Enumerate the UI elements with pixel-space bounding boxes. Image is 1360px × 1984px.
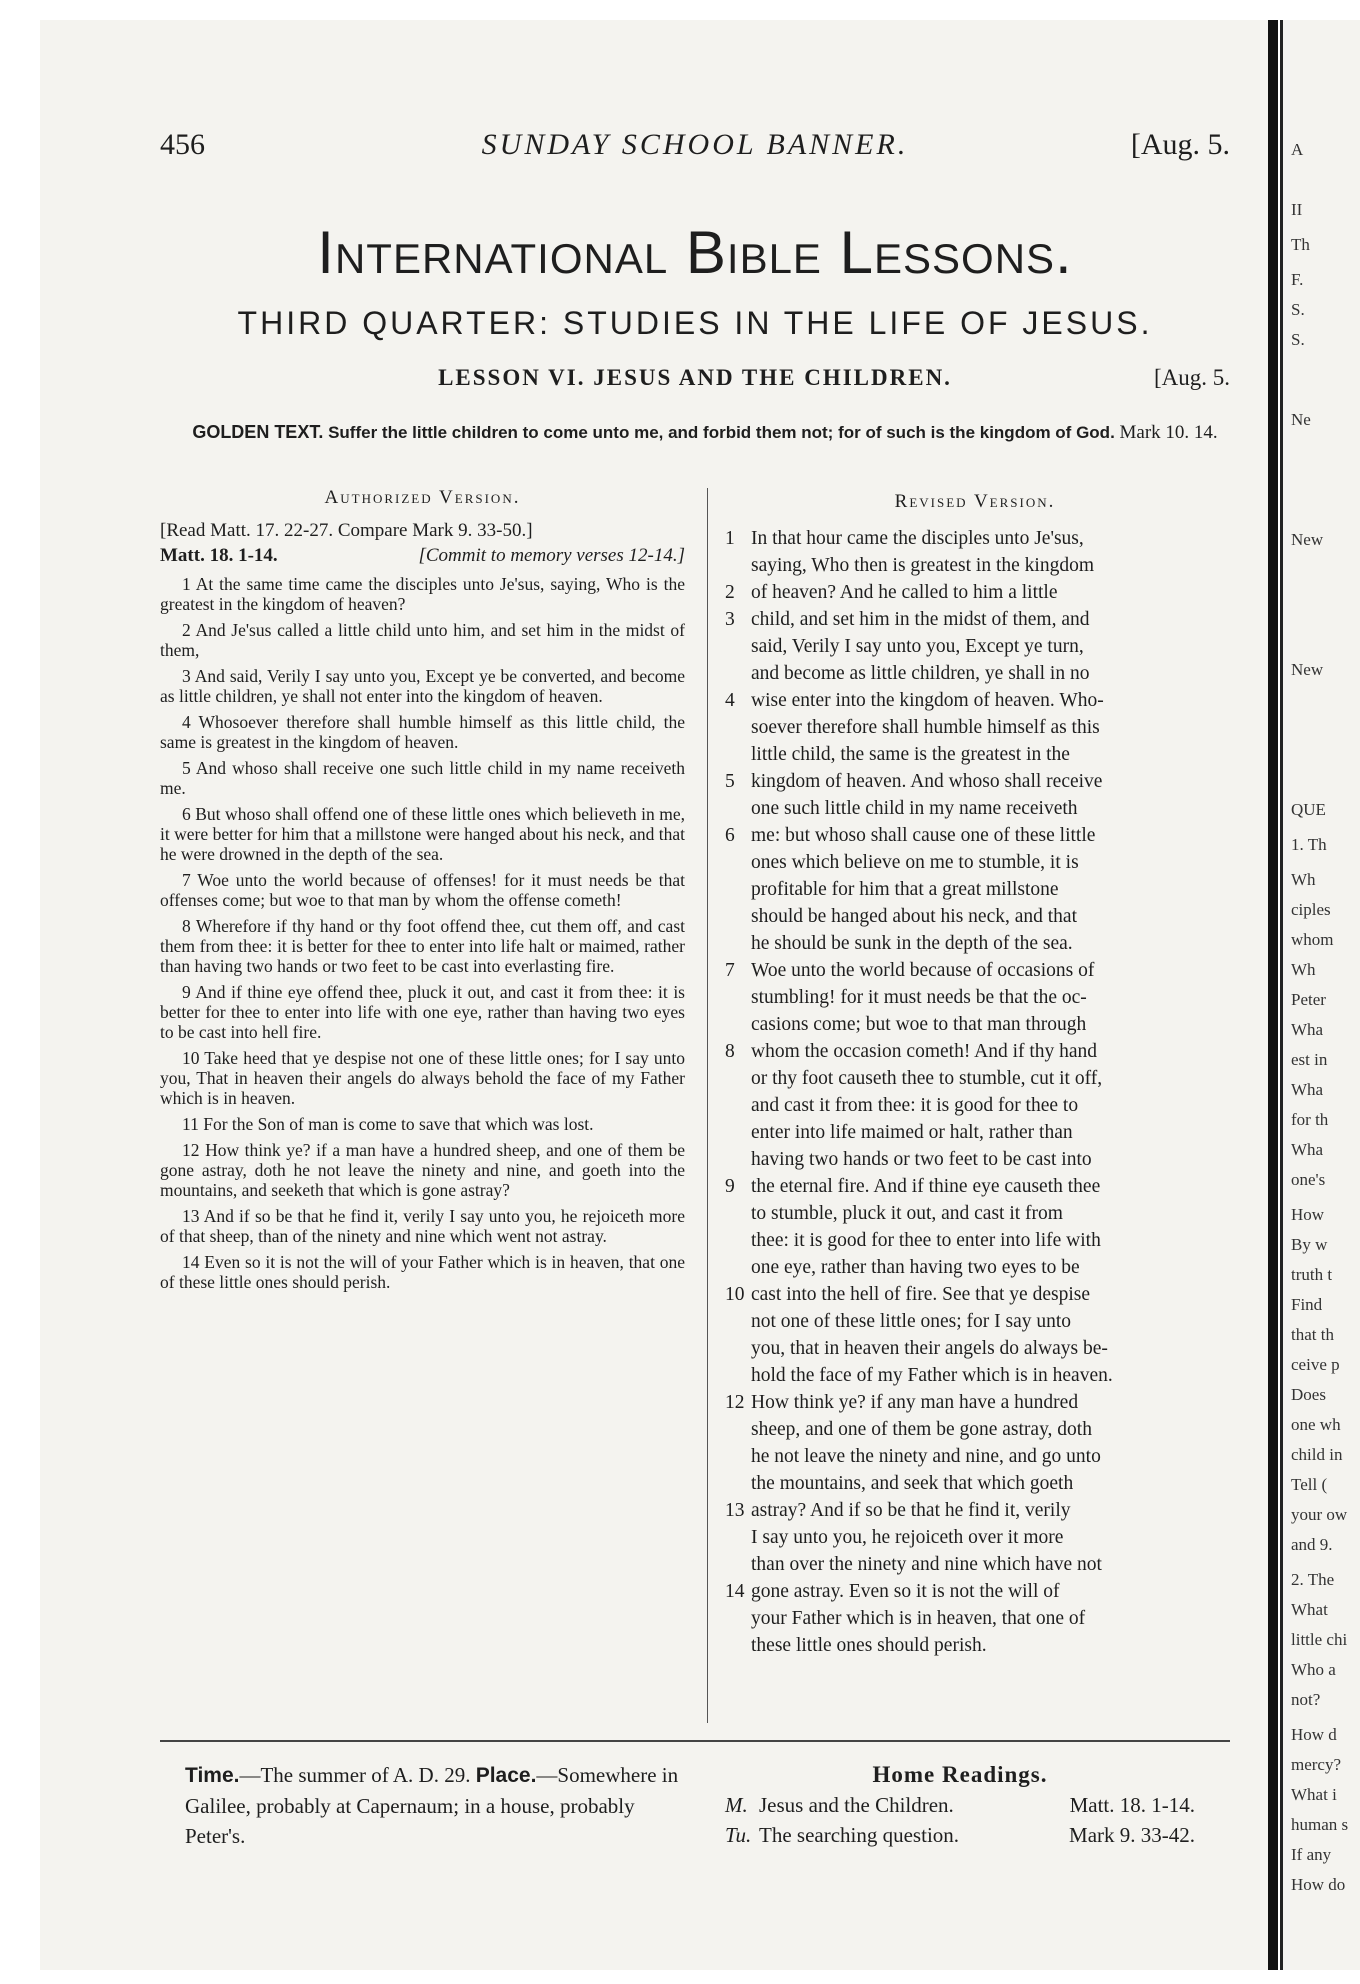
- facing-page-fragment: A: [1291, 140, 1304, 159]
- verse-text: one eye, rather than having two eyes to be: [751, 1257, 1080, 1278]
- passage-ref: Matt. 18. 1-14.: [160, 545, 278, 566]
- home-reading-title-wrap: [725, 1820, 959, 1850]
- verse-number: [725, 1443, 751, 1470]
- verse-line: [725, 849, 1225, 876]
- verse-text: not one of these little ones; for I say unto: [751, 1311, 1072, 1332]
- verse-text: your Father which is in heaven, that one of: [751, 1608, 1086, 1629]
- verse: 7 Woe unto the world because of offenses! for it must needs be that offenses come; but woe to that man by whom the offense cometh!: [160, 870, 685, 910]
- facing-page-fragment: Wha: [1291, 1140, 1324, 1159]
- verse-text: astray? And if so be that he find it, verily: [751, 1500, 1071, 1521]
- reading-ref: Matt. 18. 1-14.: [1069, 1793, 1195, 1817]
- verse: 5 And whoso shall receive one such little child in my name receiveth me.: [160, 758, 685, 798]
- verse-text: casions come; but woe to that man through: [751, 1014, 1087, 1035]
- verse-line: [725, 1227, 1225, 1254]
- verse-text: or thy foot causeth thee to stumble, cut it off,: [751, 1068, 1103, 1089]
- verse-text: cast into the hell of fire. See that ye despise: [751, 1284, 1090, 1305]
- facing-page-fragment: human s: [1291, 1815, 1349, 1834]
- verse-number: [725, 1605, 751, 1632]
- lesson-date: [Aug. 5.: [1153, 365, 1230, 390]
- verse-line: [725, 660, 1225, 687]
- verse-number: 9: [725, 1176, 735, 1197]
- facing-page-fragment: How d: [1291, 1725, 1337, 1744]
- home-reading-title-wrap: [725, 1790, 954, 1820]
- verse-text: of heaven? And he called to him a little: [751, 582, 1058, 603]
- verse-text: In that hour came the disciples unto Je'sus,: [751, 528, 1084, 549]
- running-head: [160, 128, 1230, 168]
- verse: 8 Wherefore if thy hand or thy foot offend thee, cut them off, and cast them from thee: it is better for thee to enter into life halt or maimed, rather than having two hands or two feet to be cast into everlasting fire.: [160, 916, 685, 976]
- verse-line: [725, 1119, 1225, 1146]
- revised-version-column: [725, 488, 1225, 1659]
- reading-day: M.: [725, 1793, 748, 1817]
- revised-lines: [725, 525, 1225, 1659]
- verse-number: [725, 1200, 751, 1227]
- reading-ref: Mark 9. 33-42.: [1069, 1823, 1195, 1847]
- verse-number: [725, 984, 751, 1011]
- footer-rule: [160, 1740, 1230, 1742]
- verse-number: 13: [725, 1500, 745, 1521]
- column-divider: [707, 488, 708, 1723]
- verse-line: [725, 606, 1225, 633]
- verse-number: [725, 1119, 751, 1146]
- verse-number: [725, 660, 751, 687]
- facing-page-fragment: By w: [1291, 1235, 1328, 1254]
- verse-number: 6: [725, 825, 735, 846]
- home-reading-item: [725, 1820, 1195, 1850]
- verse-number: 1: [725, 528, 735, 549]
- facing-page-fragment: that th: [1291, 1325, 1334, 1344]
- verse-line: [725, 1254, 1225, 1281]
- facing-page-fragment: QUE: [1291, 800, 1326, 819]
- verse-number: [725, 1227, 751, 1254]
- golden-text-label: GOLDEN TEXT.: [192, 422, 324, 442]
- facing-page-fragment: ciples: [1291, 900, 1331, 919]
- facing-page-fragment: your ow: [1291, 1505, 1348, 1524]
- verse-text: than over the ninety and nine which have not: [751, 1554, 1102, 1575]
- place-label: Place.: [475, 1764, 537, 1787]
- time-text: —The summer of A. D. 29.: [239, 1763, 471, 1787]
- verse-number: [725, 1092, 751, 1119]
- verse-text: the eternal fire. And if thine eye causeth thee: [751, 1176, 1101, 1197]
- authorized-verses: [160, 574, 685, 1292]
- verse-number: 8: [725, 1041, 735, 1062]
- verse-text: having two hands or two feet to be cast into: [751, 1149, 1092, 1170]
- page-title: International Bible Lessons.: [317, 219, 1073, 286]
- verse-line: [725, 714, 1225, 741]
- verse-line: [725, 1092, 1225, 1119]
- verse-number: 2: [725, 582, 735, 603]
- verse-line: [725, 1173, 1225, 1200]
- verse-number: [725, 1632, 751, 1659]
- verse-line: [725, 1470, 1225, 1497]
- verse: 13 And if so be that he find it, verily I say unto you, he rejoiceth more of that sheep, than of the ninety and nine which went not astray.: [160, 1206, 685, 1246]
- verse-number: 10: [725, 1284, 745, 1305]
- facing-page-fragment: for th: [1291, 1110, 1329, 1129]
- verse-text: said, Verily I say unto you, Except ye turn,: [751, 636, 1084, 657]
- verse-number: [725, 1065, 751, 1092]
- verse-line: [725, 876, 1225, 903]
- reading-title: Jesus and the Children.: [759, 1793, 954, 1817]
- verse: 6 But whoso shall offend one of these little ones which believeth in me, it were better for him that a millstone were hanged about his neck, and that he were drowned in the depth of the sea.: [160, 804, 685, 864]
- verse: 2 And Je'sus called a little child unto him, and set him in the midst of them,: [160, 620, 685, 660]
- verse-line: [725, 1362, 1225, 1389]
- verse-text: wise enter into the kingdom of heaven. Who-: [751, 690, 1104, 711]
- verse-line: [725, 957, 1225, 984]
- verse-text: kingdom of heaven. And whoso shall receive: [751, 771, 1103, 792]
- verse-number: [725, 1146, 751, 1173]
- verse-text: should be hanged about his neck, and that: [751, 906, 1078, 927]
- verse-text: child, and set him in the midst of them, and: [751, 609, 1090, 630]
- home-reading-item: [725, 1790, 1195, 1820]
- verse-number: [725, 1335, 751, 1362]
- verse-line: [725, 1308, 1225, 1335]
- verse: 1 At the same time came the disciples unto Je'sus, saying, Who is the greatest in the kingdom of heaven?: [160, 574, 685, 614]
- verse-number: [725, 1524, 751, 1551]
- verse-text: soever therefore shall humble himself as this: [751, 717, 1100, 738]
- facing-page-fragment: ceive p: [1291, 1355, 1340, 1374]
- verse-text: me: but whoso shall cause one of these little: [751, 825, 1096, 846]
- verse-number: [725, 633, 751, 660]
- verse-text: enter into life maimed or halt, rather than: [751, 1122, 1073, 1143]
- verse-number: [725, 714, 751, 741]
- verse-line: [725, 984, 1225, 1011]
- verse: 3 And said, Verily I say unto you, Except ye be converted, and become as little children, ye shall not enter into the kingdom of heaven.: [160, 666, 685, 706]
- facing-page-fragment: Wh: [1291, 870, 1316, 889]
- verse-number: [725, 1308, 751, 1335]
- facing-page-fragment: not?: [1291, 1690, 1321, 1709]
- journal-name: SUNDAY SCHOOL BANNER.: [481, 128, 909, 161]
- home-readings: [725, 1760, 1195, 1850]
- verse-text: you, that in heaven their angels do always be-: [751, 1338, 1108, 1359]
- facing-page-fragment: Does: [1291, 1385, 1326, 1404]
- verse-number: [725, 1362, 751, 1389]
- verse-line: [725, 1551, 1225, 1578]
- authorized-version-heading: Authorized Version.: [324, 487, 521, 508]
- facing-page-fragment: New: [1291, 530, 1324, 549]
- facing-page-fragment: Wha: [1291, 1080, 1324, 1099]
- facing-page-fragment: S.: [1291, 300, 1305, 319]
- facing-page-fragment: Tell (: [1291, 1475, 1328, 1494]
- verse-number: [725, 795, 751, 822]
- running-head-date: [Aug. 5.: [1130, 128, 1230, 161]
- facing-page-fragment: F.: [1291, 270, 1304, 289]
- verse-line: [725, 552, 1225, 579]
- verse-text: I say unto you, he rejoiceth over it more: [751, 1527, 1064, 1548]
- verse: 12 How think ye? if a man have a hundred sheep, and one of them be gone astray, doth he not leave the ninety and nine, and goeth into the mountains, and seeketh that which is gone astray?: [160, 1140, 685, 1200]
- verse-number: [725, 1254, 751, 1281]
- facing-page-fragment: Peter: [1291, 990, 1326, 1009]
- facing-page-fragment: What i: [1291, 1785, 1337, 1804]
- verse-line: [725, 1605, 1225, 1632]
- verse-line: [725, 1011, 1225, 1038]
- verse-number: 7: [725, 960, 735, 981]
- reading-title: The searching question.: [759, 1823, 960, 1847]
- binding-fold: [1268, 20, 1278, 1970]
- memory-note: [Commit to memory verses 12-14.]: [418, 545, 685, 566]
- golden-text-ref: Mark 10. 14.: [1119, 422, 1218, 443]
- passage-line: [160, 543, 685, 568]
- verse-line: [725, 633, 1225, 660]
- verse-text: he not leave the ninety and nine, and go unto: [751, 1446, 1101, 1467]
- verse-text: and cast it from thee: it is good for thee to: [751, 1095, 1079, 1116]
- place-text: —Somewhere in Galilee, probably at Capernaum; in a house, probably Peter's.: [185, 1763, 679, 1848]
- verse-number: 5: [725, 771, 735, 792]
- verse: 14 Even so it is not the will of your Father which is in heaven, that one of these little ones should perish.: [160, 1252, 685, 1292]
- verse-text: the mountains, and seek that which goeth: [751, 1473, 1074, 1494]
- facing-page-fragment: 1. Th: [1291, 835, 1327, 854]
- verse-line: [725, 1281, 1225, 1308]
- verse-text: stumbling! for it must needs be that the oc-: [751, 987, 1087, 1008]
- lesson-title: LESSON VI. JESUS AND THE CHILDREN.: [438, 365, 952, 390]
- reading-day: Tu.: [725, 1823, 752, 1847]
- verse-line: [725, 1497, 1225, 1524]
- verse-line: [725, 1065, 1225, 1092]
- verse-text: to stumble, pluck it out, and cast it from: [751, 1203, 1063, 1224]
- verse-number: [725, 876, 751, 903]
- verse-number: [725, 1551, 751, 1578]
- verse-line: [725, 525, 1225, 552]
- verse-number: [725, 849, 751, 876]
- facing-page-fragment: How do: [1291, 1875, 1346, 1894]
- verse-number: [725, 903, 751, 930]
- verse-line: [725, 1443, 1225, 1470]
- verse-line: [725, 1416, 1225, 1443]
- verse-text: saying, Who then is greatest in the kingdom: [751, 555, 1095, 576]
- facing-page-fragment: truth t: [1291, 1265, 1333, 1284]
- verse-text: and become as little children, ye shall in no: [751, 663, 1090, 684]
- verse: 9 And if thine eye offend thee, pluck it out, and cast it from thee: it is better for thee to enter into life with one eye, rather than having two eyes to be cast into hell fire.: [160, 982, 685, 1042]
- verse-text: he should be sunk in the depth of the sea.: [751, 933, 1073, 954]
- verse: 10 Take heed that ye despise not one of these little ones; for I say unto you, That in heaven their angels do always behold the face of my Father which is in heaven.: [160, 1048, 685, 1108]
- facing-page-fragment: Wh: [1291, 960, 1316, 979]
- verse-line: [725, 930, 1225, 957]
- facing-page-fragment: little chi: [1291, 1630, 1348, 1649]
- verse-line: [725, 768, 1225, 795]
- verse-line: [725, 1578, 1225, 1605]
- verse-number: 14: [725, 1581, 745, 1602]
- facing-page-fragment: Ne: [1291, 410, 1311, 429]
- facing-page-fragment: one's: [1291, 1170, 1326, 1189]
- facing-page-fragment: one wh: [1291, 1415, 1341, 1434]
- verse-text: these little ones should perish.: [751, 1635, 987, 1656]
- verse-line: [725, 1389, 1225, 1416]
- verse-text: thee: it is good for thee to enter into life with: [751, 1230, 1101, 1251]
- verse-line: [725, 1335, 1225, 1362]
- verse-line: [725, 579, 1225, 606]
- verse-line: [725, 1632, 1225, 1659]
- home-readings-heading: Home Readings.: [872, 1762, 1048, 1787]
- verse-line: [725, 822, 1225, 849]
- verse-number: [725, 930, 751, 957]
- verse-line: [725, 1200, 1225, 1227]
- golden-text: [180, 420, 1230, 445]
- facing-page-fragment: est in: [1291, 1050, 1328, 1069]
- facing-page-fragment: S.: [1291, 330, 1305, 349]
- verse-text: little child, the same is the greatest in the: [751, 744, 1070, 765]
- verse-text: one such little child in my name receiveth: [751, 798, 1078, 819]
- verse-number: [725, 552, 751, 579]
- verse-line: [725, 687, 1225, 714]
- verse-number: [725, 741, 751, 768]
- facing-page-fragment: What: [1291, 1600, 1328, 1619]
- facing-page-fragment: Wha: [1291, 1020, 1324, 1039]
- verse-line: [725, 1038, 1225, 1065]
- facing-page-fragment: II: [1291, 200, 1303, 219]
- verse-number: 4: [725, 690, 735, 711]
- verse-number: 3: [725, 609, 735, 630]
- home-readings-list: [725, 1790, 1195, 1850]
- facing-page: [1280, 20, 1360, 1970]
- facing-page-fragment: Who a: [1291, 1660, 1336, 1679]
- facing-page-fragment: whom: [1291, 930, 1334, 949]
- facing-page-fragment: New: [1291, 660, 1324, 679]
- verse-line: [725, 903, 1225, 930]
- facing-page-fragment: and 9.: [1291, 1535, 1333, 1554]
- verse-number: [725, 1470, 751, 1497]
- verse-number: 12: [725, 1392, 745, 1413]
- facing-page-fragment: child in: [1291, 1445, 1343, 1464]
- verse-text: How think ye? if any man have a hundred: [751, 1392, 1079, 1413]
- facing-page-fragment: 2. The: [1291, 1570, 1335, 1589]
- verse-text: gone astray. Even so it is not the will of: [751, 1581, 1060, 1602]
- page-number: 456: [160, 128, 205, 161]
- verse-line: [725, 741, 1225, 768]
- golden-text-body: Suffer the little children to come unto me, and forbid them not; for of such is the kingdom of God.: [328, 423, 1115, 442]
- facing-page-fragment: Find: [1291, 1295, 1323, 1314]
- facing-page-fragment: Th: [1291, 235, 1310, 254]
- verse-text: profitable for him that a great millstone: [751, 879, 1059, 900]
- facing-page-fragment: mercy?: [1291, 1755, 1342, 1774]
- verse-text: sheep, and one of them be gone astray, doth: [751, 1419, 1092, 1440]
- authorized-version-column: [160, 488, 685, 1292]
- time-place: [185, 1760, 685, 1851]
- verse: 11 For the Son of man is come to save that which was lost.: [182, 1114, 594, 1134]
- verse-number: [725, 1011, 751, 1038]
- revised-version-heading: Revised Version.: [894, 491, 1056, 512]
- verse-text: hold the face of my Father which is in heaven.: [751, 1365, 1113, 1386]
- facing-page-fragment: How: [1291, 1205, 1325, 1224]
- read-note: [Read Matt. 17. 22-27. Compare Mark 9. 33-50.]: [160, 520, 533, 541]
- verse-text: whom the occasion cometh! And if thy hand: [751, 1041, 1098, 1062]
- verse: 4 Whosoever therefore shall humble himself as this little child, the same is greatest in the kingdom of heaven.: [160, 712, 685, 752]
- verse-text: ones which believe on me to stumble, it is: [751, 852, 1079, 873]
- page-subtitle: THIRD QUARTER: STUDIES IN THE LIFE OF JESUS.: [237, 305, 1153, 341]
- verse-line: [725, 1524, 1225, 1551]
- verse-text: Woe unto the world because of occasions of: [751, 960, 1095, 981]
- verse-line: [725, 795, 1225, 822]
- time-label: Time.: [185, 1764, 240, 1787]
- verse-line: [725, 1146, 1225, 1173]
- verse-number: [725, 1416, 751, 1443]
- facing-page-fragment: If any: [1291, 1845, 1332, 1864]
